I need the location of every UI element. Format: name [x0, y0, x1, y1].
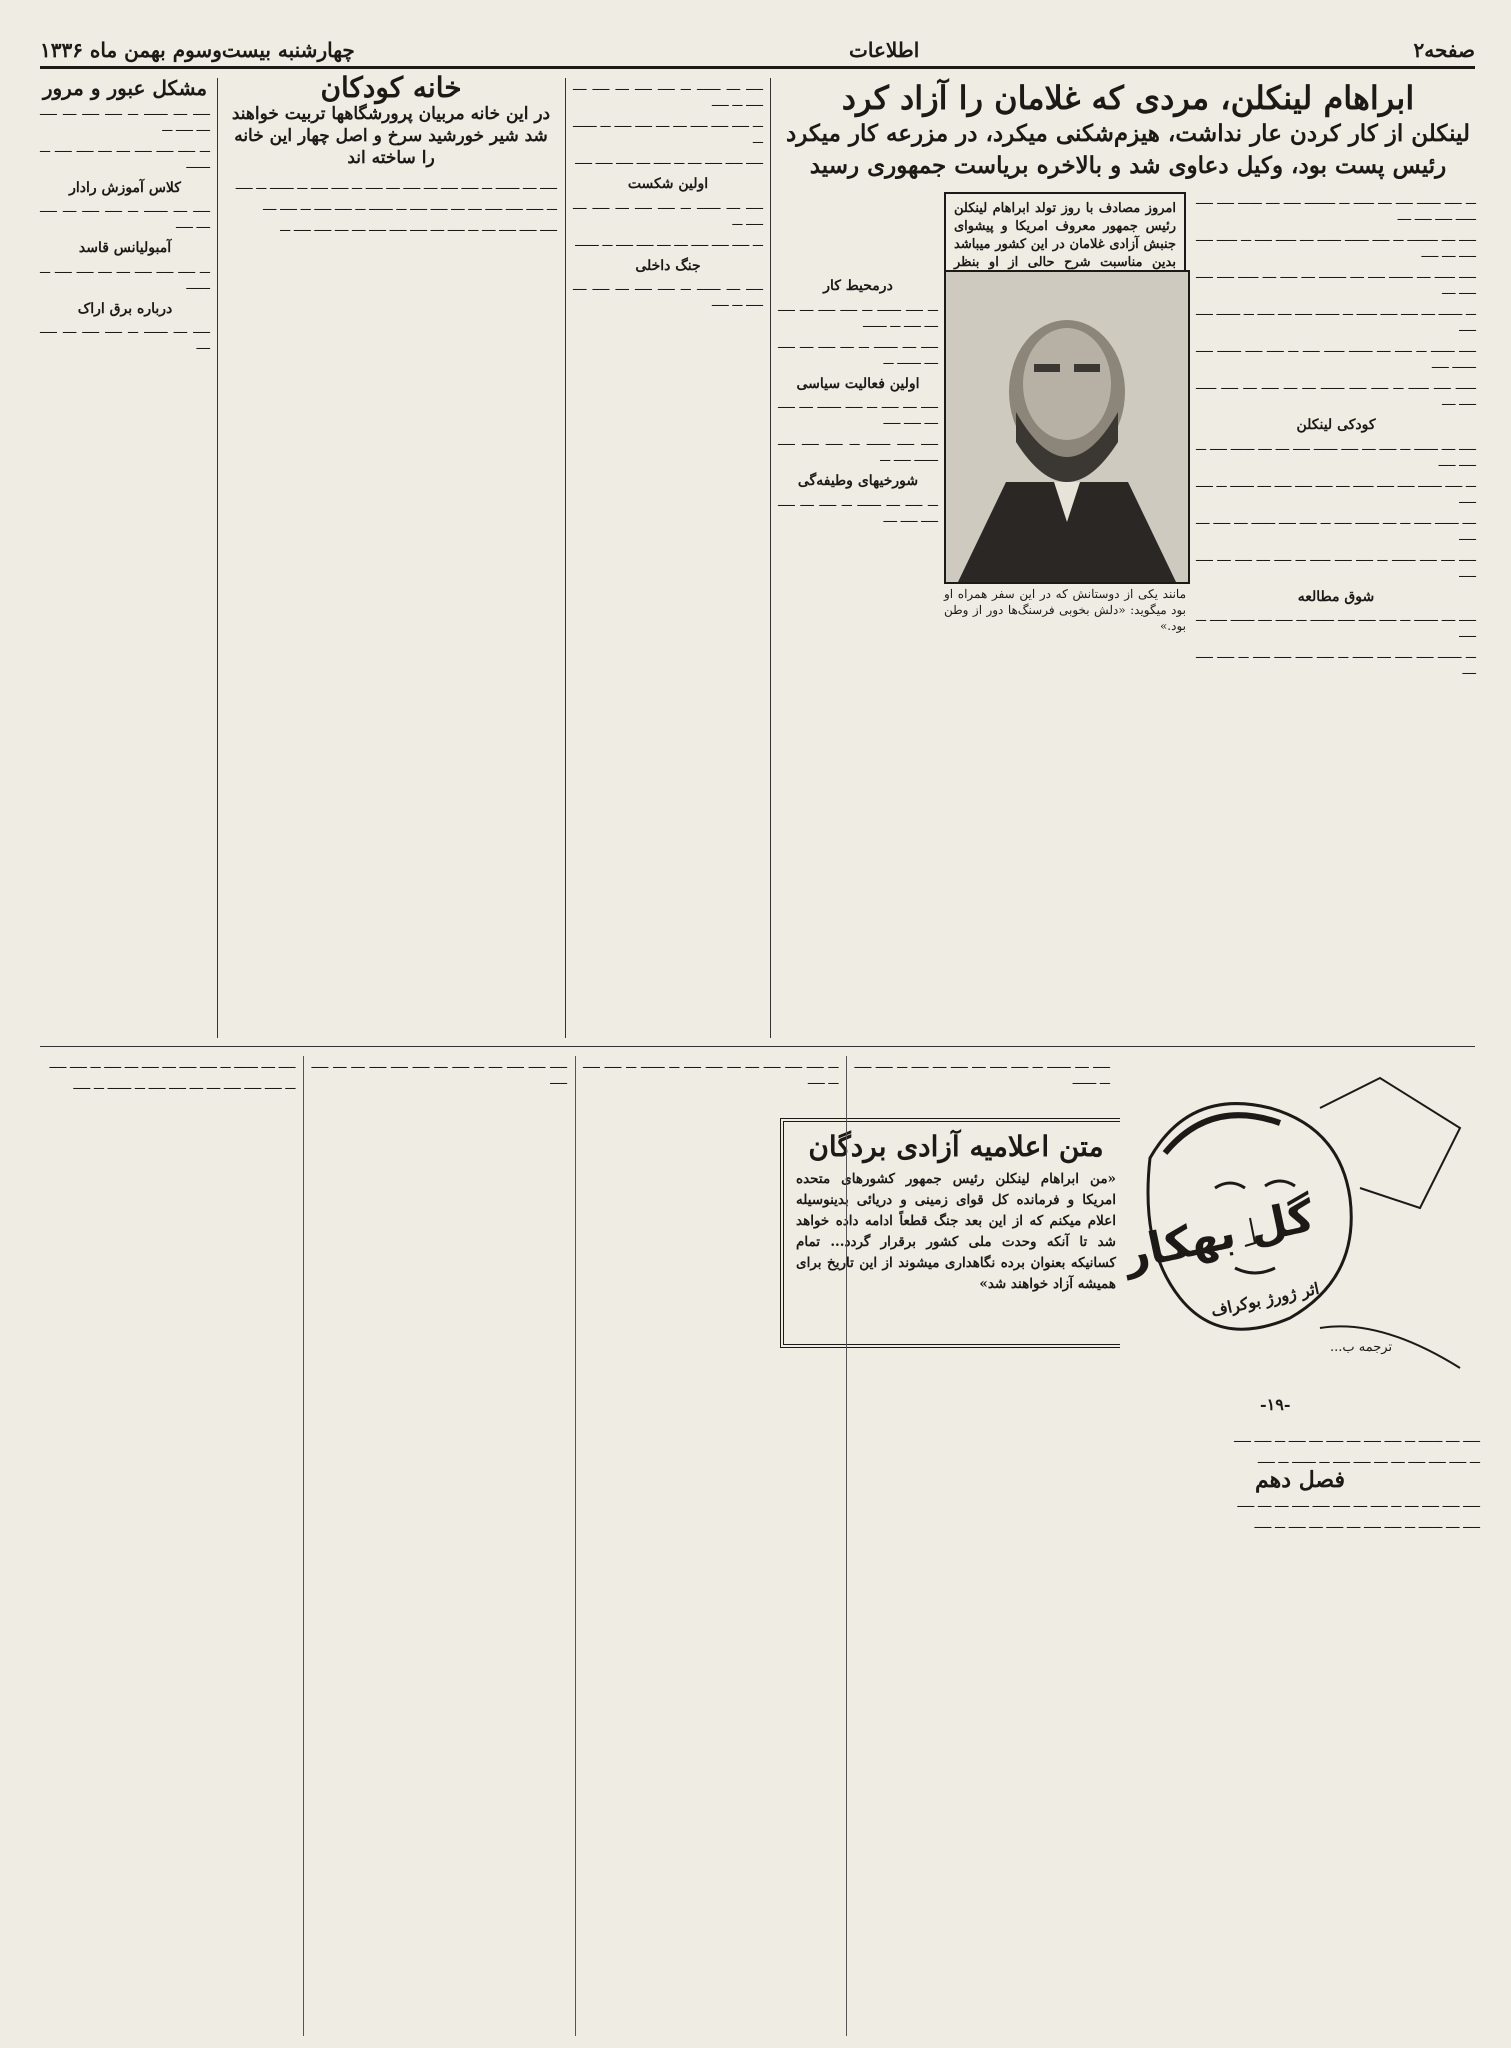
lincoln-portrait	[944, 270, 1190, 584]
column-story-body: ـــــ ــــ ـــــــ ـــ ـــــ ـــــ ــــ ـــــ ــــ ـــــ ـــ ـــ ـــــ ـــــ ـــــ ــــ ــــ ـــــ ـــــ ـــ ـــــــ	[40, 103, 210, 171]
column-story-body: ـــــ ــــ ـــــــ ـــ ـــــ ـــــ ــــ ـــــ ــــ ـــــ	[40, 201, 210, 231]
proclamation-title: متن اعلامیه آزادی بردگان	[808, 1130, 1104, 1163]
serial-title: گل بهکار	[1118, 1190, 1319, 1281]
page-number: صفحه۲	[1413, 38, 1475, 62]
issue-date: چهارشنبه بیست‌وسوم بهمن ماه ۱۳۳۶	[40, 38, 355, 62]
middle-story	[225, 71, 557, 1038]
lead-text-block: ـــ ـــــ ـــــــ ـــــ ــــ ــــــ ـــ ـــــــــ ـــــ ــــ ـــــــ ـــــ ـــــ ــــــ ـــــ ـــــ ــــ ـــــ ــــ ـــــــــ ـــ ـــــ ـــــــ ـــــــ ــــ ــــــ ـــــ ـــ ــــــ ـــــ ـــــ ــــ ـــــ ـــــ ــــــ ــــ ـــــــ ـــــ ــــ ــــــــ ــــ ـــــ ــــ ــــــ ـــــ ـــــ ـــــ ــــ ـــ ـــــــ ــــ ـــــ ـــــ ــــــ ـــ ـــــــ ـــــ ــــ ـــــ ـــ ـــــــ ـــــ ـــــ ـــــ ـــــــ ـــ ـــــ ــــ ـــــــ ــــــ ـــــ ـــ ـــــ ـــــ ـــــــ ـــــ ـــــــ ـــــ ــــــ ـــــ ــــــ ـــ ـــــ ـــــ ـــــــ ــــ ــــ ـــــ ــــ ـــــ ــــــ ـــــ ــــ	[1196, 193, 1476, 408]
section-heading: جنگ داخلی	[635, 257, 701, 274]
column-rule	[217, 78, 218, 1038]
serial-page-number: -۱۹-	[1260, 1395, 1291, 1414]
proclamation-text: «من ابراهام لینکلن رئیس جمهور کشورهای متحده امریکا و فرمانده کل قوای زمینی و دریائی بدینوسیله اعلام میکنم که از این بعد جنگ قطعاً ادامه داده خواهد شد تا آنکه وحدت ملی کشور برقرار گردد... تمام کسانیکه بعنوان برده نگاهداری میشوند از این تاریخ برای همیشه آزاد خواهند شد»	[796, 1171, 1116, 1292]
lead-subhead: لینکلن از کار کردن عار نداشت، هیزم‌شکنی میکرد، در مزرعه کار میکرد رئیس پست بود، وکیل دعاوی شد و بالاخره بریاست جمهوری رسید	[786, 120, 1470, 179]
serial-author: اثر ژورژ بوکراف	[1209, 1278, 1321, 1321]
column-story-body: ـــ ـــــ ـــــ ـــــ ــــ ــــ ـــــ ـــــ ـــ ـــــــ	[40, 261, 210, 292]
portrait-image	[946, 272, 1188, 582]
middle-story-subhead: در این خانه مربیان پرورشگاهها تربیت خواهند شد شیر خورشید سرخ و اصل چهار این خانه را ساخته اند	[231, 103, 551, 168]
serial-body: ـــــ ــــ ـــــــ ـــ ـــــ ـــــ ــــ ـــــ ــــ ـــــ ـــ ـــــ ـــــ ـــ ـــــ ـــــ ـــــ ــــ ــــ ـــــ ـــــ ـــ ـــــــ ـــ ـــــ	[1233, 1431, 1480, 1466]
section-heading: درمحیط کار	[823, 278, 893, 294]
section-heading: آمبولیانس قاسد	[78, 240, 172, 256]
column-rule	[770, 78, 771, 1038]
lead-text-block: ـــــ ــــ ـــــ ـــ ـــــ ـــــــ ــــ ـــــ ــــ ـــــ ـــــ ـــــ ـــــ ـــــــ ـــ ـــــ ـــــ ـــــ ـــــــ ـــــ ـــ	[778, 397, 938, 464]
column-story-body: ـــــ ــــ ـــــــ ـــ ـــــ ـــــ ــــ ـــــ ــــ	[40, 322, 210, 352]
paper-name: اطلاعات	[849, 38, 920, 62]
section-heading: اولین فعالیت سیاسی	[796, 375, 920, 392]
serial-chapter	[1120, 1430, 1480, 2030]
serial-translator: ترجمه ب...	[1330, 1340, 1393, 1355]
section-heading: اولین شکست	[627, 176, 709, 192]
column-story	[40, 78, 210, 1038]
section-heading: کودکی لینکلن	[1296, 417, 1376, 433]
lead-text-block: ـــ ـــــ ــــ ـــــــ ـــ ـــــ ــــ ـــــ ـــــ ـــــ ــــ	[778, 494, 938, 525]
section-heading: درباره برق اراک	[77, 300, 173, 317]
section-heading: کلاس آموزش رادار	[69, 179, 181, 196]
serial-body: ـــــ ــــ ـــــــ ـــ ـــــ ـــــ ــــ ـــــ ــــ ـــــ ـــ ـــــ ـــــ ـــ ـــــــ ـــ ـــــ ـــــ ـــــ ــــ ــــ ـــــ ـــــ ـــ ـــــــ ـــ ـــــ ـــــ ـــ ـــــ ـــــ ـــــ ـــــ ــــ ـــ ـــــ ــــ ـــــ ـــــ ـــــ ــــ ــــ ـــــ ـــــ ـــــ ــــ ـــــــ ـــ ـــــ ـــــ ــــ ـــــ ــــ ـــــ ـــ ـــــ ـــــ ـــ ـــــ ـــــ ـــــ ــــ ــــ ـــــ ـــــ ـــ ـــــــ ـــ ـــــ	[49, 1057, 1110, 1092]
masthead	[40, 30, 1475, 69]
middle-story-title: خانه کودکان	[320, 71, 462, 104]
lead-continuation	[573, 78, 763, 1038]
serial-text	[40, 1056, 1110, 2036]
lead-intro	[944, 192, 1186, 270]
lead-text-block: ـــــ ــــ ـــــــ ـــ ـــــ ـــــ ـــــ ـــــــ ـــ ـــــ ــــ ـــــــ ـــــ ـــ ـــــ ـــ ـــــــ ـــــ ـــــ ــــ ــــــ ـــ ـــــ ـــــ ـــــ ـــــ ـــ ـــــ ـــــ ــــ	[1196, 610, 1476, 677]
section-heading: شوق مطالعه	[1297, 588, 1375, 605]
lead-text-block: ـــــ ــــ ـــــــ ـــ ـــــ ــــ ـــــ ـــــــ ـــــ ــــ ــــ ـــــــ ـــــ ـــ ـــــ ـــــ ـــ ـــــ ـــــــ ـــــ ـــــ ــــــ ــــ ـــــ ـــــ ـــــ ــــ ـــــــ ـــ ـــــ ـــــ ــــ ـــــــ ـــــ ـــ ــــ ـــــــ ـــــ ـــ ـــــ ـــــ ـــــــ ــــ ـــــ ــــ ـــــ ـــــ ــــ ـــــ ـــــــ ـــ ـــــ ـــــ ــــــ ـــ ـــــ ــــ ـــــ ــــ ـــــ ـــــ	[1196, 438, 1476, 580]
middle-story-body: ـــــ ــــ ـــــــ ـــ ـــــ ـــــ ــــ ـــــ ــــ ـــــ ـــ ـــــ ـــــ ـــ ـــــــ ـــ ـــــ ـــ ـــــ ـــــ ـــــ ــــ ــــ ـــــ ـــــ ـــ ـــــــ ـــ ـــــ ـــــ ـــ ـــــ ــــ ـــــ ـــــ ـــــ ــــ ـــ ـــــ ــــ ـــــ ـــــ ـــــ ــــ ــــ ـــــ ـــــ ـــ	[235, 177, 557, 234]
lead-headline: ابراهام لینکلن، مردی که غلامان را آزاد کرد	[841, 79, 1415, 117]
lead-text-block: ـــــ ــــ ـــــــ ـــ ـــــ ـــــ ــــ ـــــ ــــ ـــــ ـــ ـــــ ـــ ـــــ ـــــ ـــــ ــــ ــــ ـــــ ـــــ ـــ ـــــــ ـــ ـــــ ـــــ ـــــ ــــ ـــ ـــــ ــــ ـــــ ـــــ ـــــ	[573, 79, 763, 167]
section-rule	[40, 1046, 1475, 1047]
portrait-caption	[944, 586, 1186, 656]
caption-text: مانند یکی از دوستانش که در این سفر همراه او بود میگوید: «دلش بخوبی فرسنگ‌ها دور از وطن بود.»	[944, 587, 1186, 633]
lead-text-block: ـــــ ــــ ـــــــ ـــ ـــــ ـــــ ــــ ـــــ ــــ ـــــ ـــ ـــــ	[573, 279, 763, 309]
lead-column-right	[1196, 192, 1476, 1042]
serial-body: ـــــ ـــــ ـــــ ــــ ـــ ـــــ ــــ ـــــ ـــــ ـــــ ــــ ــــ ـــــ ـــــ ــــ ـــــــ ـــ ـــــ ـــــ ــــ ـــــ ــــ ـــــ ـــ ـــــ	[1237, 1495, 1480, 1531]
lead-text-block: ـــ ـــــ ـــــــ ـــ ـــــ ـــــ ــــ ـــــ ــــ ـــــ ـــ ـــــــ ـــــ ــــ ـــــــ ـــ ــــ ـــــ ــــ ـــــ ــــ ـــــــ ـــ	[778, 299, 938, 367]
chapter-heading: فصل دهم	[1255, 1467, 1345, 1493]
column-rule	[565, 78, 566, 1038]
intro-box: امروز مصادف با روز تولد ابراهام لینکلن رئیس جمهور معروف امریکا و پیشوای جنبش آزادی غلامان در این کشور میباشد بدین مناسبت شرح حالی از او بنظر	[944, 192, 1186, 298]
column-story-title: مشکل عبور و مرور	[42, 76, 208, 100]
lead-column-left	[778, 270, 938, 1110]
section-heading: شورخیهای وطیفه‌گی	[797, 473, 919, 489]
lead-text-block: ـــــ ــــ ـــــــ ـــ ـــــ ـــــ ــــ ـــــ ــــ ـــــ ـــ ـــ ـــــ ـــــ ـــــ ــــ ــــ ـــــ ـــــ ـــ ـــــــ	[573, 197, 763, 249]
